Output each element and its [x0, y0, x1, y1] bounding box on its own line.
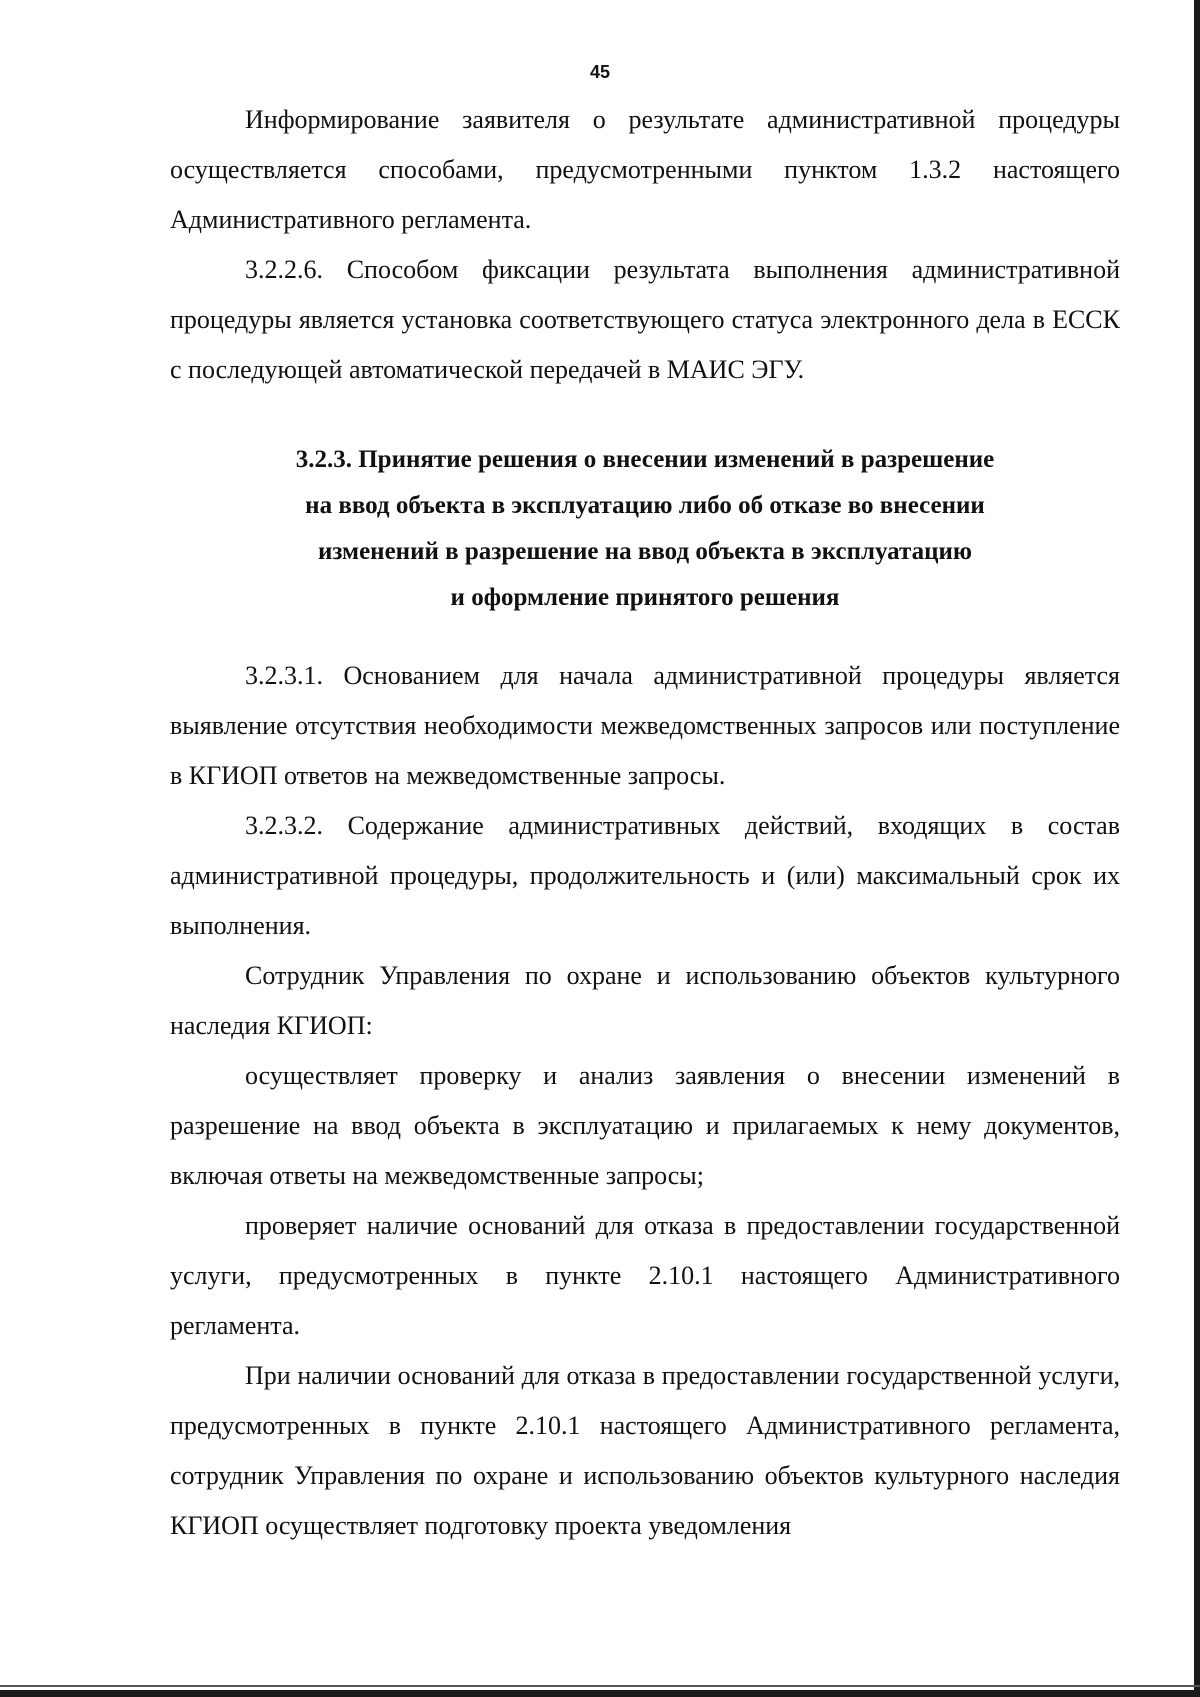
heading-line: изменений в разрешение на ввод объекта в эксплуатацию — [317, 538, 973, 565]
paragraph-refusal-grounds: При наличии оснований для отказа в предоставлении государственной услуги, предусмотренных в пункте 2.10.1 настоящего Административного регламента, сотрудник Управления по охране и использованию объектов культурного наследия КГИОП осуществляет подготовку проекта уведомления — [170, 1361, 1120, 1540]
heading-line: на ввод объекта в эксплуатацию либо об отказе во внесении — [305, 492, 985, 519]
document-body — [170, 95, 1120, 1551]
page-number: 45 — [589, 62, 611, 82]
paragraph-employee: Сотрудник Управления по охране и использованию объектов культурного наследия КГИОП: — [170, 961, 1120, 1040]
scan-edge-right — [1194, 0, 1200, 1697]
paragraph-informing: Информирование заявителя о результате административной процедуры осуществляется способами, предусмотренными пунктом 1.3.2 настоящего Административного регламента. — [170, 105, 1120, 234]
paragraph-3-2-3-2: 3.2.3.2. Содержание административных действий, входящих в состав административной процедуры, продолжительность и (или) максимальный срок их выполнения. — [170, 811, 1120, 940]
heading-line: 3.2.3. Принятие решения о внесении изменений в разрешение — [295, 446, 995, 473]
paragraph-checks-grounds: проверяет наличие оснований для отказа в предоставлении государственной услуги, предусмотренных в пункте 2.10.1 настоящего Административного регламента. — [170, 1211, 1120, 1340]
paragraph-3-2-2-6: 3.2.2.6. Способом фиксации результата выполнения административной процедуры является установка соответствующего статуса электронного дела в ЕССК с последующей автоматической передачей в МАИС ЭГУ. — [170, 255, 1120, 384]
scan-edge-line — [0, 1685, 1200, 1687]
heading-line: и оформление принятого решения — [450, 584, 840, 611]
scan-edge-bottom — [0, 1690, 1200, 1697]
paragraph-3-2-3-1: 3.2.3.1. Основанием для начала административной процедуры является выявление отсутствия необходимости межведомственных запросов или поступление в КГИОП ответов на межведомственные запросы. — [170, 661, 1120, 790]
paragraph-checks-application: осуществляет проверку и анализ заявления о внесении изменений в разрешение на ввод объекта в эксплуатацию и прилагаемых к нему документов, включая ответы на межведомственные запросы; — [170, 1061, 1120, 1190]
section-heading-3-2-3 — [170, 437, 1120, 621]
